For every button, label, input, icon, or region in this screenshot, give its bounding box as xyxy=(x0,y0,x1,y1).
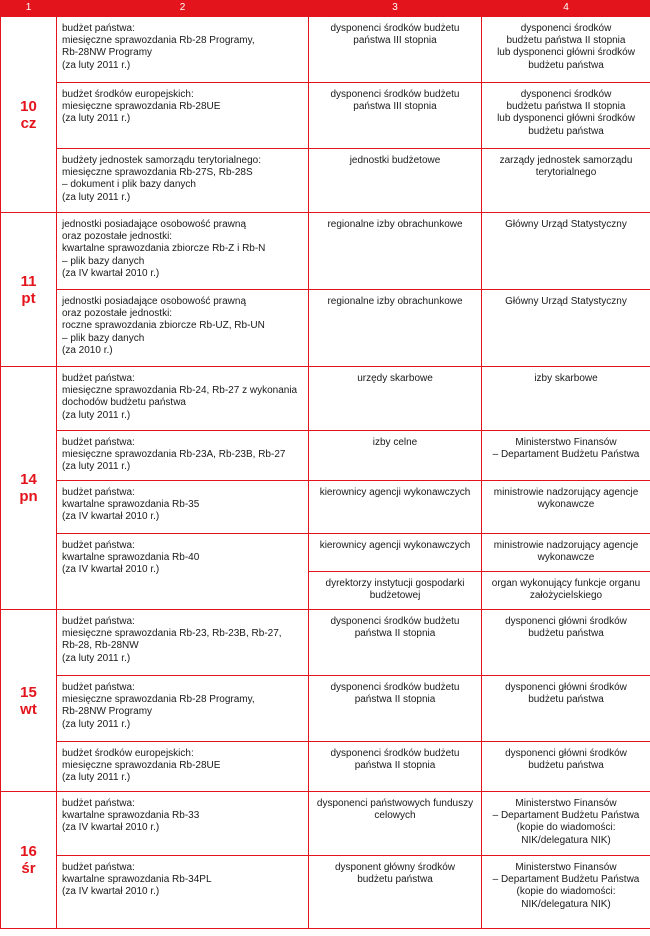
description-cell-line: (za IV kwartał 2010 r.) xyxy=(62,886,160,898)
day-number: 11 xyxy=(20,272,37,290)
description-cell-line: budżet państwa: xyxy=(62,682,135,693)
submitter-cell-line: dysponenci środków budżetu xyxy=(330,616,460,627)
table-row xyxy=(1,676,650,742)
submitter-cell xyxy=(309,676,482,742)
table-row xyxy=(1,856,650,929)
submitter-cell xyxy=(309,149,482,213)
description-cell-line: (za luty 2011 r.) xyxy=(62,772,131,784)
submitter-cell-line: celowych xyxy=(374,810,416,822)
day-cell xyxy=(1,792,57,929)
recipient-cell-line: Ministerstwo Finansów xyxy=(515,798,617,809)
description-cell-line: oraz pozostałe jednostki: xyxy=(62,231,173,243)
description-cell-line: (za IV kwartał 2010 r.) xyxy=(62,564,160,576)
submitter-cell-line: izby celne xyxy=(372,437,418,448)
header-col-2: 2 xyxy=(57,1,309,17)
day-cell xyxy=(1,367,57,610)
description-cell xyxy=(57,856,309,929)
table-row xyxy=(1,534,650,572)
description-cell-line: – plik bazy danych xyxy=(62,255,145,267)
recipient-cell-line: – Departament Budżetu Państwa xyxy=(492,449,640,461)
submitter-cell xyxy=(309,742,482,792)
recipient-cell-line: dysponenci środków xyxy=(520,23,612,34)
recipient-cell-line: izby skarbowe xyxy=(534,373,598,384)
recipient-cell-line: Główny Urząd Statystyczny xyxy=(505,219,627,230)
recipient-cell-line: (kopie do wiadomości: xyxy=(516,822,616,834)
recipient-cell xyxy=(482,83,650,149)
submitter-cell xyxy=(309,431,482,481)
recipient-cell-line: ministrowie nadzorujący agencje xyxy=(493,540,639,551)
description-cell-line: budżet państwa: xyxy=(62,616,135,627)
recipient-cell xyxy=(482,792,650,856)
table-row xyxy=(1,742,650,792)
description-cell-line: kwartalne sprawozdania Rb-35 xyxy=(62,499,200,511)
submitter-cell xyxy=(309,481,482,534)
description-cell-line: miesięczne sprawozdania Rb-28UE xyxy=(62,101,221,113)
recipient-cell-line: NIK/delegatura NIK) xyxy=(521,834,611,846)
table-row xyxy=(1,17,650,83)
recipient-cell-line: Główny Urząd Statystyczny xyxy=(505,296,627,307)
submitter-cell-line: dysponenci środków budżetu xyxy=(330,682,460,693)
description-cell-line: miesięczne sprawozdania Rb-28 Programy, xyxy=(62,694,255,706)
recipient-cell-line: Ministerstwo Finansów xyxy=(515,437,617,448)
description-cell-line: (za luty 2011 r.) xyxy=(62,409,131,421)
description-cell xyxy=(57,290,309,367)
submitter-cell-line: budżetu państwa xyxy=(357,874,433,886)
description-cell xyxy=(57,431,309,481)
description-cell-line: (za luty 2011 r.) xyxy=(62,59,131,71)
description-cell-line: kwartalne sprawozdania Rb-40 xyxy=(62,552,200,564)
table-row xyxy=(1,431,650,481)
table-row xyxy=(1,481,650,534)
description-cell-line: (za IV kwartał 2010 r.) xyxy=(62,267,160,279)
description-cell-line: budżet państwa: xyxy=(62,540,135,551)
submitter-cell xyxy=(309,610,482,676)
description-cell-line: Rb-28NW Programy xyxy=(62,47,153,59)
description-cell-line: (za luty 2011 r.) xyxy=(62,461,131,473)
submitter-cell-line: jednostki budżetowe xyxy=(349,155,441,166)
weekday: cz xyxy=(20,114,37,132)
recipient-cell-line: budżetu państwa xyxy=(528,59,604,71)
submitter-cell-line: kierownicy agencji wykonawczych xyxy=(319,487,471,498)
recipient-cell-line: dysponenci główni środków xyxy=(505,616,627,627)
day-number: 15 xyxy=(20,683,37,701)
submitter-cell-line: państwa III stopnia xyxy=(353,35,437,47)
description-cell-line: – dokument i plik bazy danych xyxy=(62,179,196,191)
description-cell-line: Rb-28NW Programy xyxy=(62,706,153,718)
submitter-cell-line: dysponenci środków budżetu xyxy=(330,89,460,100)
recipient-cell xyxy=(482,610,650,676)
description-cell-line: jednostki posiadające osobowość prawną xyxy=(62,219,247,230)
recipient-cell xyxy=(482,290,650,367)
recipient-cell-line: NIK/delegatura NIK) xyxy=(521,898,611,910)
submitter-cell-line: regionalne izby obrachunkowe xyxy=(327,296,463,307)
recipient-cell-line: lub dysponenci główni środków xyxy=(497,47,635,59)
submitter-cell-line: dysponenci środków budżetu xyxy=(330,23,460,34)
description-cell xyxy=(57,534,309,610)
submitter-cell xyxy=(309,290,482,367)
day-cell xyxy=(1,610,57,792)
submitter-cell xyxy=(309,83,482,149)
weekday: pn xyxy=(19,488,38,505)
description-cell xyxy=(57,742,309,792)
recipient-cell xyxy=(482,742,650,792)
table-row xyxy=(1,610,650,676)
description-cell-line: – plik bazy danych xyxy=(62,332,145,344)
submitter-cell xyxy=(309,856,482,929)
description-cell-line: oraz pozostałe jednostki: xyxy=(62,308,173,320)
recipient-cell xyxy=(482,572,650,610)
description-cell-line: budżet państwa: xyxy=(62,798,135,809)
description-cell-line: (za IV kwartał 2010 r.) xyxy=(62,511,160,523)
submitter-cell-line: regionalne izby obrachunkowe xyxy=(327,219,463,230)
description-cell-line: jednostki posiadające osobowość prawną xyxy=(62,296,247,307)
description-cell xyxy=(57,792,309,856)
day-number: 16 xyxy=(20,843,37,860)
recipient-cell-line: budżetu państwa xyxy=(528,694,604,706)
table-row xyxy=(1,792,650,856)
submitter-cell xyxy=(309,367,482,431)
recipient-cell xyxy=(482,213,650,290)
submitter-cell-line: państwa II stopnia xyxy=(354,628,436,640)
recipient-cell-line: dysponenci główni środków xyxy=(505,748,627,759)
description-cell-line: miesięczne sprawozdania Rb-23, Rb-23B, Rb-27, xyxy=(62,628,282,640)
table-row xyxy=(1,290,650,367)
description-cell xyxy=(57,610,309,676)
submitter-cell xyxy=(309,792,482,856)
submitter-cell-line: państwa II stopnia xyxy=(354,694,436,706)
header-col-3: 3 xyxy=(309,1,482,17)
submitter-cell xyxy=(309,534,482,572)
recipient-cell xyxy=(482,17,650,83)
recipient-cell xyxy=(482,149,650,213)
description-cell-line: kwartalne sprawozdania zbiorcze Rb-Z i Rb-N xyxy=(62,243,266,255)
recipient-cell-line: ministrowie nadzorujący agencje xyxy=(493,487,639,498)
description-cell-line: kwartalne sprawozdania Rb-34PL xyxy=(62,874,212,886)
recipient-cell-line: zarządy jednostek samorządu xyxy=(499,155,633,166)
description-cell-line: budżety jednostek samorządu terytorialnego: xyxy=(62,155,262,166)
description-cell-line: budżet państwa: xyxy=(62,487,135,498)
recipient-cell-line: lub dysponenci główni środków xyxy=(497,113,635,125)
weekday: pt xyxy=(21,289,36,307)
submitter-cell-line: dysponenci państwowych funduszy xyxy=(316,798,474,809)
recipient-cell-line: Ministerstwo Finansów xyxy=(515,862,617,873)
description-cell-line: miesięczne sprawozdania Rb-23A, Rb-23B, Rb-27 xyxy=(62,449,286,461)
description-cell-line: (za luty 2011 r.) xyxy=(62,718,131,730)
description-cell xyxy=(57,149,309,213)
recipient-cell-line: – Departament Budżetu Państwa xyxy=(492,874,640,886)
recipient-cell xyxy=(482,676,650,742)
description-cell-line: budżet środków europejskich: xyxy=(62,89,194,100)
submitter-cell-line: budżetowej xyxy=(369,590,421,602)
table-row xyxy=(1,149,650,213)
recipient-cell-line: dysponenci główni środków xyxy=(505,682,627,693)
description-cell-line: miesięczne sprawozdania Rb-24, Rb-27 z wykonania xyxy=(62,385,298,397)
description-cell-line: kwartalne sprawozdania Rb-33 xyxy=(62,810,200,822)
header-col-1: 1 xyxy=(1,1,57,17)
recipient-cell-line: założycielskiego xyxy=(529,590,603,602)
recipient-cell-line: budżetu państwa xyxy=(528,760,604,772)
recipient-cell xyxy=(482,481,650,534)
recipient-cell-line: budżetu państwa xyxy=(528,628,604,640)
description-cell-line: (za IV kwartał 2010 r.) xyxy=(62,822,160,834)
submitter-cell xyxy=(309,213,482,290)
submitter-cell xyxy=(309,17,482,83)
description-cell-line: (za luty 2011 r.) xyxy=(62,191,131,203)
description-cell xyxy=(57,367,309,431)
weekday: wt xyxy=(20,700,37,718)
day-cell xyxy=(1,17,57,213)
recipient-cell-line: – Departament Budżetu Państwa xyxy=(492,810,640,822)
submitter-cell xyxy=(309,572,482,610)
recipient-cell-line: wykonawcze xyxy=(537,552,595,564)
description-cell xyxy=(57,676,309,742)
description-cell-line: budżet państwa: xyxy=(62,437,135,448)
recipient-cell-line: organ wykonujący funkcje organu xyxy=(491,578,641,589)
description-cell xyxy=(57,213,309,290)
description-cell xyxy=(57,17,309,83)
description-cell-line: miesięczne sprawozdania Rb-28 Programy, xyxy=(62,35,255,47)
table-row xyxy=(1,83,650,149)
day-cell xyxy=(1,213,57,367)
description-cell-line: (za luty 2011 r.) xyxy=(62,113,131,125)
description-cell-line: (za luty 2011 r.) xyxy=(62,652,131,664)
recipient-cell-line: terytorialnego xyxy=(535,167,597,179)
recipient-cell-line: budżetu państwa xyxy=(528,125,604,137)
description-cell-line: Rb-28, Rb-28NW xyxy=(62,640,139,652)
submitter-cell-line: dysponenci środków budżetu xyxy=(330,748,460,759)
recipient-cell xyxy=(482,534,650,572)
description-cell-line: budżet państwa: xyxy=(62,862,135,873)
description-cell-line: miesięczne sprawozdania Rb-28UE xyxy=(62,760,221,772)
description-cell xyxy=(57,83,309,149)
description-cell-line: (za 2010 r.) xyxy=(62,344,113,356)
recipient-cell xyxy=(482,367,650,431)
recipient-cell-line: dysponenci środków xyxy=(520,89,612,100)
submitter-cell-line: dyrektorzy instytucji gospodarki xyxy=(325,578,465,589)
submitter-cell-line: kierownicy agencji wykonawczych xyxy=(319,540,471,551)
submitter-cell-line: urzędy skarbowe xyxy=(357,373,433,384)
submitter-cell-line: dysponent główny środków xyxy=(334,862,456,873)
header-row xyxy=(1,1,650,17)
header-col-4: 4 xyxy=(482,1,650,17)
description-cell-line: budżet państwa: xyxy=(62,373,135,384)
day-number: 10 xyxy=(20,97,37,115)
description-cell xyxy=(57,481,309,534)
recipient-cell xyxy=(482,431,650,481)
recipient-cell xyxy=(482,856,650,929)
table-row xyxy=(1,213,650,290)
table-row xyxy=(1,367,650,431)
description-cell-line: budżet środków europejskich: xyxy=(62,748,194,759)
recipient-cell-line: budżetu państwa II stopnia xyxy=(506,101,626,113)
table-body xyxy=(1,17,650,929)
submitter-cell-line: państwa II stopnia xyxy=(354,760,436,772)
recipient-cell-line: (kopie do wiadomości: xyxy=(516,886,616,898)
description-cell-line: miesięczne sprawozdania Rb-27S, Rb-28S xyxy=(62,167,253,179)
description-cell-line: roczne sprawozdania zbiorcze Rb-UZ, Rb-UN xyxy=(62,320,265,332)
description-cell-line: dochodów budżetu państwa xyxy=(62,397,186,409)
recipient-cell-line: budżetu państwa II stopnia xyxy=(506,35,626,47)
submitter-cell-line: państwa III stopnia xyxy=(353,101,437,113)
weekday: śr xyxy=(21,860,36,877)
day-number: 14 xyxy=(20,471,37,488)
description-cell-line: budżet państwa: xyxy=(62,23,135,34)
recipient-cell-line: wykonawcze xyxy=(537,499,595,511)
